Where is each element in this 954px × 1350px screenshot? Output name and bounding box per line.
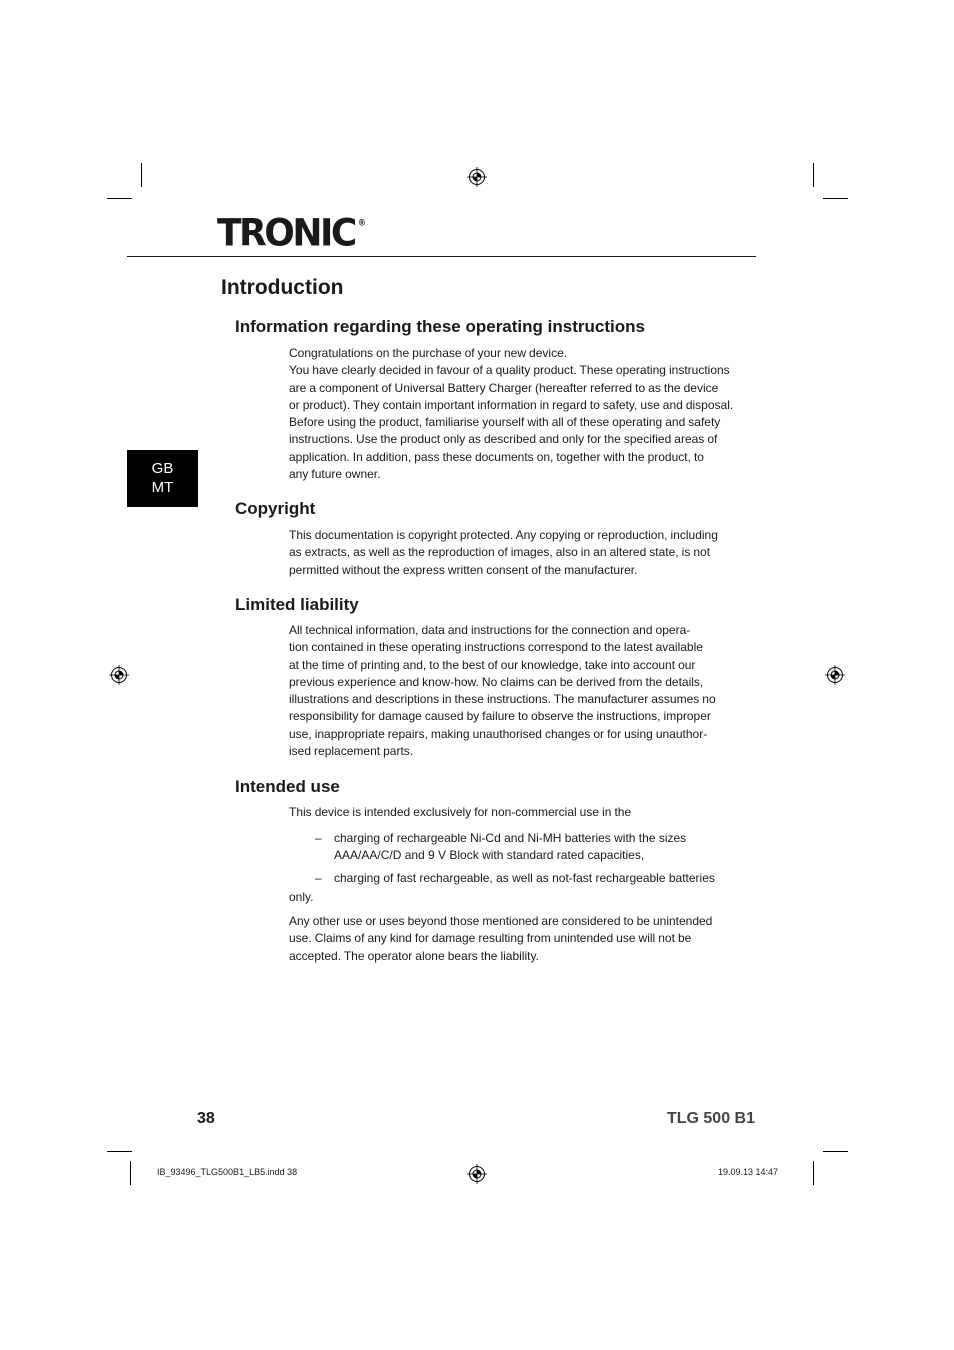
dash-bullet: – bbox=[315, 831, 322, 845]
text-line: any future owner. bbox=[289, 467, 381, 482]
text-line: at the time of printing and, to the best of our knowledge, take into account our bbox=[289, 657, 696, 672]
text-line: instructions. Use the product only as described and only for the specified areas of bbox=[289, 432, 718, 447]
text-line: ised replacement parts. bbox=[289, 744, 414, 759]
text-line: accepted. The operator alone bears the liability. bbox=[289, 948, 539, 963]
registration-mark-icon bbox=[467, 167, 487, 187]
crop-mark bbox=[107, 1151, 132, 1152]
model-number: TLG 500 B1 bbox=[666, 1110, 755, 1127]
list-item-continuation bbox=[289, 889, 737, 906]
crop-mark bbox=[107, 198, 132, 199]
list-item bbox=[315, 870, 740, 888]
crop-mark bbox=[813, 163, 814, 187]
text-line: use. Claims of any kind for damage resulting from unintended use will not be bbox=[289, 931, 692, 946]
text-line: permitted without the express written consent of the manufacturer. bbox=[289, 562, 638, 577]
text-line: You have clearly decided in favour of a quality product. These operating instructions bbox=[289, 363, 730, 378]
text-line: as extracts, as well as the reproduction of images, also in an altered state, is not bbox=[289, 545, 711, 560]
crop-mark bbox=[813, 1161, 814, 1185]
text-line: This documentation is copyright protected. Any copying or reproduction, including bbox=[289, 528, 718, 542]
page-number: 38 bbox=[197, 1110, 215, 1127]
text-line: All technical information, data and instructions for the connection and opera- bbox=[289, 623, 691, 637]
crop-mark bbox=[823, 1151, 848, 1152]
text-line: This device is intended exclusively for non-commercial use in the bbox=[289, 805, 632, 819]
intended-use-intro bbox=[289, 804, 737, 821]
text-line: charging of rechargeable Ni-Cd and Ni-MH batteries with the sizes bbox=[334, 831, 687, 845]
information-paragraph bbox=[289, 345, 737, 483]
text-line: tion contained in these operating instructions correspond to the latest available bbox=[289, 640, 703, 655]
text-line: previous experience and know-how. No claims can be derived from the details, bbox=[289, 674, 704, 689]
text-line: Congratulations on the purchase of your new device. bbox=[289, 346, 568, 360]
text-line: application. In addition, pass these documents on, together with the product, to bbox=[289, 449, 704, 464]
header-rule bbox=[127, 256, 756, 257]
section-heading-liability: Limited liability bbox=[235, 595, 359, 614]
page-title: Introduction bbox=[221, 276, 344, 299]
slug-date-info: 19.09.13 14:47 bbox=[717, 1167, 778, 1177]
language-tab bbox=[127, 450, 198, 507]
copyright-paragraph bbox=[289, 527, 737, 579]
text-line: use, inappropriate repairs, making unauthorised changes or for using unauthor- bbox=[289, 726, 708, 741]
registration-mark-icon bbox=[467, 1164, 487, 1184]
text-line: Any other use or uses beyond those mentioned are considered to be unintended bbox=[289, 914, 713, 928]
dash-bullet: – bbox=[315, 871, 322, 885]
crop-mark bbox=[823, 198, 848, 199]
crop-mark bbox=[130, 1161, 131, 1185]
text-line: charging of fast rechargeable, as well as not-fast rechargeable batteries bbox=[334, 871, 715, 885]
registration-mark-icon bbox=[825, 665, 845, 685]
text-line: responsibility for damage caused by failure to observe the instructions, improper bbox=[289, 709, 711, 724]
section-heading-intended-use: Intended use bbox=[235, 777, 340, 796]
intended-use-closing bbox=[289, 913, 737, 965]
brand-logo: TRONIC ® bbox=[217, 212, 366, 256]
language-code: GB bbox=[151, 460, 174, 477]
slug-file-info: IB_93496_TLG500B1_LB5.indd 38 bbox=[157, 1167, 298, 1177]
section-heading-copyright: Copyright bbox=[235, 499, 316, 518]
text-line: are a component of Universal Battery Charger (hereafter referred to as the device bbox=[289, 380, 719, 395]
crop-mark bbox=[141, 163, 142, 187]
liability-paragraph bbox=[289, 622, 737, 760]
text-line: illustrations and descriptions in these instructions. The manufacturer assumes no bbox=[289, 692, 716, 707]
text-line: Before using the product, familiarise yourself with all of these operating and safety bbox=[289, 415, 721, 430]
text-line: or product). They contain important information in regard to safety, use and disposal. bbox=[289, 397, 734, 412]
section-heading-information: Information regarding these operating instructions bbox=[235, 317, 645, 336]
language-code: MT bbox=[151, 479, 174, 496]
text-line: AAA/AA/C/D and 9 V Block with standard rated capacities, bbox=[334, 848, 645, 863]
list-item bbox=[315, 830, 740, 866]
text-line: only. bbox=[289, 890, 314, 904]
registration-mark-icon bbox=[109, 665, 129, 685]
